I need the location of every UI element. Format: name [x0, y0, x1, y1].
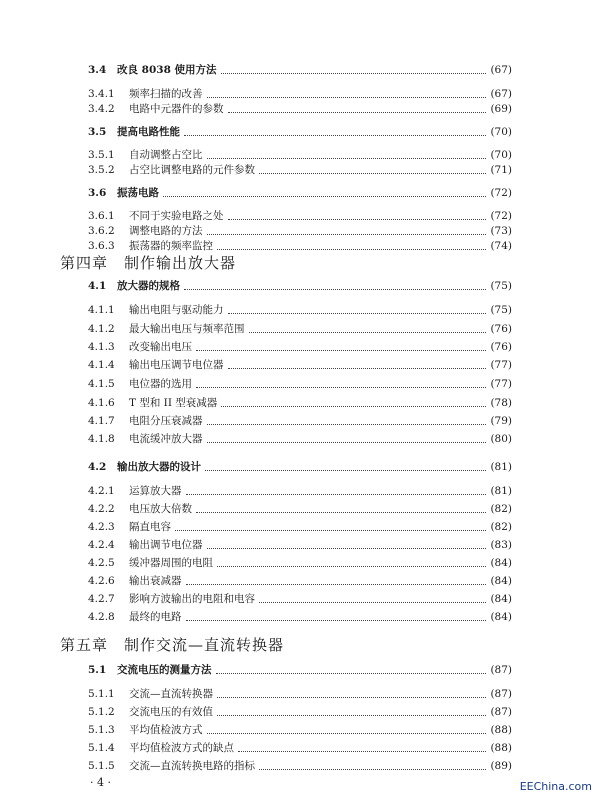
entry-title: 交流电压的有效值 [129, 706, 213, 718]
entry-number: 5.1.3 [88, 724, 115, 736]
entry-title: 交流电压的测量方法 [117, 664, 212, 676]
entry-number: 4.2.6 [88, 575, 115, 587]
dot-leader [259, 758, 486, 770]
entry-number: 4.1.3 [88, 341, 115, 353]
dot-leader [196, 501, 486, 513]
entry-page: (83) [490, 539, 512, 551]
dot-leader [186, 573, 486, 585]
toc-subsection [0, 357, 600, 374]
entry-page: (75) [490, 304, 512, 316]
page-number: · 4 · [90, 776, 111, 789]
entry-title: 电位器的选用 [129, 378, 192, 390]
dot-leader [196, 339, 486, 351]
entry-page: (70) [490, 126, 512, 138]
toc-subsection [0, 537, 600, 554]
toc-subsection [0, 302, 600, 319]
dot-leader [207, 223, 486, 235]
dot-leader [163, 185, 486, 197]
toc-subsection [0, 704, 600, 721]
toc-section [0, 662, 600, 679]
entry-number: 4.2 [88, 461, 107, 473]
entry-page: (82) [490, 521, 512, 533]
entry-page: (67) [490, 64, 512, 76]
entry-page: (72) [490, 210, 512, 222]
dot-leader [205, 459, 486, 471]
entry-page: (81) [490, 461, 512, 473]
entry-number: 4.2.4 [88, 539, 115, 551]
entry-title: 电压放大倍数 [129, 503, 192, 515]
entry-title: 平均值检波方式 [129, 724, 203, 736]
entry-number: 3.5.1 [88, 149, 115, 161]
toc-subsection [0, 101, 600, 118]
dot-leader [259, 162, 486, 174]
entry-title: 运算放大器 [129, 485, 182, 497]
entry-number: 3.5.2 [88, 164, 115, 176]
toc-subsection [0, 483, 600, 500]
entry-number: 3.4.1 [88, 88, 115, 100]
entry-number: 4.2.3 [88, 521, 115, 533]
entry-title: 改变输出电压 [129, 341, 192, 353]
entry-title: T 型和 II 型衰减器 [129, 397, 218, 409]
entry-number: 4.1.4 [88, 359, 115, 371]
entry-page: (74) [490, 240, 512, 252]
toc-section [0, 278, 600, 295]
dot-leader [207, 413, 486, 425]
entry-number: 5.1.2 [88, 706, 115, 718]
entry-page: (75) [490, 280, 512, 292]
dot-leader [217, 238, 486, 250]
dot-leader [228, 208, 486, 220]
dot-leader [228, 357, 486, 369]
entry-page: (80) [490, 433, 512, 445]
entry-title: 调整电路的方法 [129, 225, 203, 237]
entry-title: 频率扫描的改善 [129, 88, 203, 100]
toc-subsection [0, 339, 600, 356]
dot-leader [217, 704, 486, 716]
entry-title: 振荡器的频率监控 [129, 240, 213, 252]
entry-page: (89) [490, 760, 512, 772]
dot-leader [221, 62, 486, 74]
entry-title: 最大输出电压与频率范围 [129, 323, 245, 335]
entry-title: 隔直电容 [129, 521, 171, 533]
entry-title: 输出电压调节电位器 [129, 359, 224, 371]
dot-leader [186, 609, 486, 621]
entry-number: 5.1.4 [88, 742, 115, 754]
chapter-heading: 第五章 制作交流—直流转换器 [60, 636, 285, 654]
entry-number: 4.2.1 [88, 485, 115, 497]
dot-leader [259, 591, 486, 603]
entry-title: 最终的电路 [129, 611, 182, 623]
entry-page: (77) [490, 378, 512, 390]
entry-number: 3.6.2 [88, 225, 115, 237]
entry-number: 4.1.7 [88, 415, 115, 427]
entry-page: (88) [490, 724, 512, 736]
entry-title: 放大器的规格 [117, 280, 180, 292]
dot-leader [207, 722, 486, 734]
entry-number: 4.1.5 [88, 378, 115, 390]
entry-page: (70) [490, 149, 512, 161]
entry-number: 3.6 [88, 187, 107, 199]
toc-subsection [0, 591, 600, 608]
dot-leader [216, 662, 486, 674]
entry-number: 3.6.1 [88, 210, 115, 222]
entry-page: (79) [490, 415, 512, 427]
entry-title: 不同于实验电路之处 [129, 210, 224, 222]
dot-leader [249, 321, 486, 333]
entry-number: 5.1 [88, 664, 107, 676]
entry-title: 电阻分压衰减器 [129, 415, 203, 427]
entry-title: 输出电阻与驱动能力 [129, 304, 224, 316]
entry-page: (84) [490, 611, 512, 623]
dot-leader [217, 686, 486, 698]
entry-title: 输出衰减器 [129, 575, 182, 587]
entry-number: 3.4.2 [88, 103, 115, 115]
entry-number: 4.2.2 [88, 503, 115, 515]
entry-title: 影响方波输出的电阻和电容 [129, 593, 255, 605]
entry-page: (84) [490, 575, 512, 587]
entry-page: (84) [490, 557, 512, 569]
entry-page: (77) [490, 359, 512, 371]
toc-section [0, 124, 600, 141]
entry-title: 提高电路性能 [117, 126, 180, 138]
entry-number: 3.5 [88, 126, 107, 138]
dot-leader [207, 431, 486, 443]
entry-number: 4.1 [88, 280, 107, 292]
entry-page: (84) [490, 593, 512, 605]
entry-page: (88) [490, 742, 512, 754]
toc-subsection [0, 395, 600, 412]
dot-leader [207, 86, 486, 98]
toc-subsection [0, 321, 600, 338]
entry-title: 输出放大器的设计 [117, 461, 201, 473]
toc-subsection [0, 686, 600, 703]
entry-page: (78) [490, 397, 512, 409]
toc-subsection [0, 162, 600, 179]
entry-page: (82) [490, 503, 512, 515]
toc-subsection [0, 555, 600, 572]
entry-title: 交流—直流转换电路的指标 [129, 760, 255, 772]
entry-title: 交流—直流转换器 [129, 688, 213, 700]
entry-title: 电流缓冲放大器 [129, 433, 203, 445]
entry-page: (87) [490, 688, 512, 700]
entry-title: 缓冲器周围的电阻 [129, 557, 213, 569]
toc-section [0, 459, 600, 476]
toc-subsection [0, 431, 600, 448]
toc-subsection [0, 519, 600, 536]
entry-number: 5.1.5 [88, 760, 115, 772]
entry-page: (67) [490, 88, 512, 100]
entry-page: (76) [490, 341, 512, 353]
toc-subsection [0, 376, 600, 393]
entry-number: 4.1.8 [88, 433, 115, 445]
toc-subsection [0, 722, 600, 739]
dot-leader [207, 147, 486, 159]
dot-leader [228, 101, 486, 113]
entry-page: (72) [490, 187, 512, 199]
entry-number: 4.2.5 [88, 557, 115, 569]
entry-title: 占空比调整电路的元件参数 [129, 164, 255, 176]
dot-leader [186, 483, 486, 495]
entry-number: 4.1.6 [88, 397, 115, 409]
entry-title: 改良 8038 使用方法 [117, 64, 217, 76]
entry-page: (71) [490, 164, 512, 176]
entry-number: 5.1.1 [88, 688, 115, 700]
entry-page: (81) [490, 485, 512, 497]
dot-leader [184, 124, 486, 136]
toc-subsection [0, 573, 600, 590]
dot-leader [207, 537, 486, 549]
toc-subsection [0, 501, 600, 518]
entry-number: 4.2.7 [88, 593, 115, 605]
entry-page: (87) [490, 664, 512, 676]
toc-section [0, 185, 600, 202]
entry-title: 振荡电路 [117, 187, 159, 199]
dot-leader [221, 395, 486, 407]
entry-number: 4.1.2 [88, 323, 115, 335]
toc-subsection [0, 609, 600, 626]
dot-leader [217, 555, 486, 567]
entry-number: 4.1.1 [88, 304, 115, 316]
dot-leader [228, 302, 486, 314]
entry-number: 3.6.3 [88, 240, 115, 252]
entry-number: 3.4 [88, 64, 107, 76]
dot-leader [175, 519, 486, 531]
entry-title: 输出调节电位器 [129, 539, 203, 551]
entry-title: 自动调整占空比 [129, 149, 203, 161]
toc-subsection [0, 758, 600, 775]
entry-title: 平均值检波方式的缺点 [129, 742, 234, 754]
toc-subsection [0, 740, 600, 757]
dot-leader [184, 278, 486, 290]
entry-page: (76) [490, 323, 512, 335]
dot-leader [196, 376, 486, 388]
toc-subsection [0, 413, 600, 430]
toc-section [0, 62, 600, 79]
site-watermark: EEChina.com [519, 780, 592, 793]
chapter-heading: 第四章 制作输出放大器 [60, 254, 237, 272]
entry-number: 4.2.8 [88, 611, 115, 623]
entry-title: 电路中元器件的参数 [129, 103, 224, 115]
entry-page: (73) [490, 225, 512, 237]
entry-page: (69) [490, 103, 512, 115]
entry-page: (87) [490, 706, 512, 718]
dot-leader [238, 740, 486, 752]
